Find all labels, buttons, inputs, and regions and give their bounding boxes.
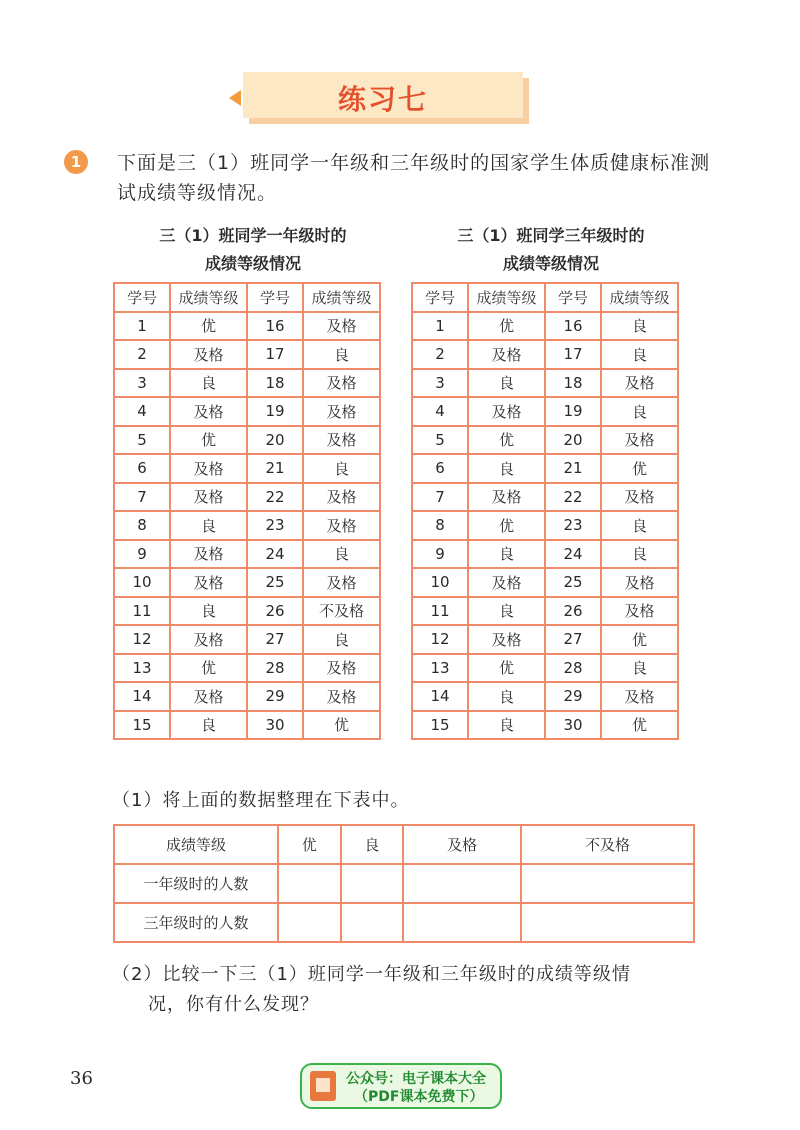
student-number-cell: 14 [412,682,468,711]
grade-level-cell: 良 [170,597,247,626]
student-number-cell: 28 [247,654,303,683]
grade-level-cell: 良 [601,511,678,540]
table-row [114,483,380,512]
grade-level-cell: 良 [601,340,678,369]
table-row [412,568,678,597]
grade-level-cell: 及格 [303,426,380,455]
student-number-cell: 8 [412,511,468,540]
grade-level-cell: 不及格 [303,597,380,626]
student-number-cell: 24 [247,540,303,569]
grade-level-cell: 及格 [170,454,247,483]
grade-level-cell: 良 [601,654,678,683]
table-row [412,312,678,341]
table-header-row [114,283,380,312]
table-row [114,568,380,597]
grade-level-cell: 及格 [303,369,380,398]
student-number-cell: 25 [247,568,303,597]
table-row [412,369,678,398]
student-number-cell: 7 [412,483,468,512]
table-row [412,540,678,569]
table-header-cell: 学号 [247,283,303,312]
grade-level-cell: 及格 [170,568,247,597]
table-row [114,454,380,483]
grade1-table-caption: 三（1）班同学一年级时的 成绩等级情况 [159,226,347,273]
grade-level-cell: 良 [468,597,545,626]
table-row [114,511,380,540]
exercise-title: 练习七 [337,83,428,116]
grade-level-cell: 及格 [601,426,678,455]
student-number-cell: 19 [247,397,303,426]
table-row [114,340,380,369]
grade-level-cell: 及格 [468,340,545,369]
grade-level-cell: 及格 [170,540,247,569]
table-header-row [412,283,678,312]
grade-level-cell: 良 [303,625,380,654]
student-number-cell: 11 [412,597,468,626]
table-row [412,597,678,626]
grade-level-cell: 优 [601,625,678,654]
student-number-cell: 22 [545,483,601,512]
student-number-cell: 29 [247,682,303,711]
student-number-cell: 24 [545,540,601,569]
student-number-cell: 23 [247,511,303,540]
student-number-cell: 1 [114,312,170,341]
grade-level-cell: 及格 [303,568,380,597]
answer-cell[interactable] [278,864,341,903]
student-number-cell: 18 [545,369,601,398]
table-header-cell: 成绩等级 [303,283,380,312]
student-number-cell: 17 [247,340,303,369]
student-number-cell: 13 [412,654,468,683]
subquestion-1: （1）将上面的数据整理在下表中。 [112,790,410,811]
student-number-cell: 9 [114,540,170,569]
book-icon [310,1071,336,1101]
grade-level-cell: 良 [468,711,545,740]
summary-header-cell: 不及格 [521,825,694,864]
grade-level-cell: 良 [601,312,678,341]
student-number-cell: 14 [114,682,170,711]
student-number-cell: 26 [545,597,601,626]
student-number-cell: 29 [545,682,601,711]
grade-level-cell: 良 [601,397,678,426]
student-number-cell: 20 [545,426,601,455]
student-number-cell: 4 [114,397,170,426]
grade-level-cell: 良 [170,369,247,398]
student-number-cell: 12 [412,625,468,654]
table-row [114,312,380,341]
summary-header-cell: 优 [278,825,341,864]
table-row [114,597,380,626]
grade-level-cell: 良 [601,540,678,569]
student-number-cell: 20 [247,426,303,455]
student-number-cell: 2 [412,340,468,369]
grade-level-cell: 优 [601,454,678,483]
student-number-cell: 5 [412,426,468,455]
grade-level-cell: 优 [601,711,678,740]
grade-level-cell: 优 [468,654,545,683]
grade-level-cell: 良 [170,511,247,540]
student-number-cell: 30 [545,711,601,740]
summary-row-grade1 [114,864,694,903]
answer-cell[interactable] [278,903,341,942]
answer-cell[interactable] [341,864,404,903]
student-number-cell: 6 [114,454,170,483]
student-number-cell: 11 [114,597,170,626]
grade-level-cell: 优 [468,312,545,341]
grade-level-cell: 良 [170,711,247,740]
student-number-cell: 5 [114,426,170,455]
table-row [114,682,380,711]
grade-level-cell: 优 [468,511,545,540]
student-number-cell: 22 [247,483,303,512]
student-number-cell: 23 [545,511,601,540]
table-header-cell: 成绩等级 [170,283,247,312]
summary-row-grade3 [114,903,694,942]
subquestion-2: （2）比较一下三（1）班同学一年级和三年级时的成绩等级情 况，你有什么发现？ [112,964,631,1015]
grade1-score-table [113,282,381,740]
student-number-cell: 9 [412,540,468,569]
grade-level-cell: 及格 [303,654,380,683]
student-number-cell: 1 [412,312,468,341]
student-number-cell: 10 [412,568,468,597]
grade-level-cell: 良 [303,540,380,569]
table-row [412,397,678,426]
table-row [114,397,380,426]
student-number-cell: 21 [545,454,601,483]
student-number-cell: 13 [114,654,170,683]
table-header-cell: 成绩等级 [468,283,545,312]
student-number-cell: 3 [412,369,468,398]
student-number-cell: 8 [114,511,170,540]
grade-level-cell: 及格 [601,682,678,711]
answer-cell[interactable] [521,864,694,903]
grade-level-cell: 及格 [170,682,247,711]
table-header-cell: 成绩等级 [601,283,678,312]
grade-level-cell: 及格 [601,568,678,597]
student-number-cell: 27 [545,625,601,654]
table-header-cell: 学号 [114,283,170,312]
student-number-cell: 16 [247,312,303,341]
table-row [412,654,678,683]
grade-level-cell: 良 [303,454,380,483]
grade-level-cell: 及格 [303,312,380,341]
table-row [412,426,678,455]
grade3-score-table [411,282,679,740]
answer-cell[interactable] [403,903,521,942]
student-number-cell: 28 [545,654,601,683]
table-row [114,369,380,398]
summary-header-cell: 成绩等级 [114,825,278,864]
grade-level-cell: 及格 [170,397,247,426]
table-row [412,711,678,740]
grade-level-cell: 及格 [601,483,678,512]
grade3-table-caption: 三（1）班同学三年级时的 成绩等级情况 [457,226,645,273]
student-number-cell: 12 [114,625,170,654]
table-header-cell: 学号 [545,283,601,312]
watermark-badge: 公众号：电子课本大全 （PDF课本免费下） [300,1063,502,1109]
question-text: 下面是三（1）班同学一年级和三年级时的国家学生体质健康标准测试成绩等级情况。 [117,152,711,204]
summary-header-row [114,825,694,864]
grade-level-cell: 及格 [468,625,545,654]
grade-level-cell: 及格 [303,397,380,426]
grade-level-cell: 及格 [468,397,545,426]
table-row [412,454,678,483]
grade-level-cell: 及格 [170,340,247,369]
summary-row-label: 一年级时的人数 [114,864,278,903]
grade-level-cell: 优 [468,426,545,455]
student-number-cell: 2 [114,340,170,369]
summary-table [113,824,695,943]
grade-level-cell: 良 [468,454,545,483]
grade-level-cell: 及格 [170,625,247,654]
table-row [114,654,380,683]
grade-level-cell: 及格 [601,597,678,626]
grade-level-cell: 及格 [601,369,678,398]
grade-level-cell: 及格 [468,483,545,512]
answer-cell[interactable] [341,903,404,942]
student-number-cell: 30 [247,711,303,740]
student-number-cell: 21 [247,454,303,483]
question-number-badge: 1 [64,150,88,174]
exercise-title-banner [243,72,523,122]
student-number-cell: 10 [114,568,170,597]
student-number-cell: 4 [412,397,468,426]
table-row [412,483,678,512]
student-number-cell: 17 [545,340,601,369]
answer-cell[interactable] [403,864,521,903]
table-row [412,682,678,711]
page-number: 36 [70,1068,93,1089]
table-row [412,511,678,540]
student-number-cell: 3 [114,369,170,398]
grade-level-cell: 及格 [303,483,380,512]
grade-level-cell: 优 [170,654,247,683]
student-number-cell: 15 [114,711,170,740]
grade-level-cell: 及格 [468,568,545,597]
summary-header-cell: 及格 [403,825,521,864]
table-row [114,426,380,455]
student-number-cell: 16 [545,312,601,341]
student-number-cell: 19 [545,397,601,426]
table-row [412,625,678,654]
summary-header-cell: 良 [341,825,404,864]
table-header-cell: 学号 [412,283,468,312]
student-number-cell: 18 [247,369,303,398]
grade-level-cell: 良 [468,369,545,398]
table-row [114,625,380,654]
grade-level-cell: 及格 [170,483,247,512]
grade-level-cell: 良 [468,682,545,711]
grade-level-cell: 良 [468,540,545,569]
grade-level-cell: 良 [303,340,380,369]
student-number-cell: 26 [247,597,303,626]
table-row [114,540,380,569]
grade-level-cell: 优 [170,426,247,455]
student-number-cell: 7 [114,483,170,512]
student-number-cell: 27 [247,625,303,654]
answer-cell[interactable] [521,903,694,942]
grade-level-cell: 优 [170,312,247,341]
table-row [412,340,678,369]
grade-level-cell: 及格 [303,682,380,711]
banner-arrow-icon [229,90,241,106]
student-number-cell: 6 [412,454,468,483]
student-number-cell: 15 [412,711,468,740]
summary-row-label: 三年级时的人数 [114,903,278,942]
student-number-cell: 25 [545,568,601,597]
grade-level-cell: 及格 [303,511,380,540]
grade-level-cell: 优 [303,711,380,740]
table-row [114,711,380,740]
